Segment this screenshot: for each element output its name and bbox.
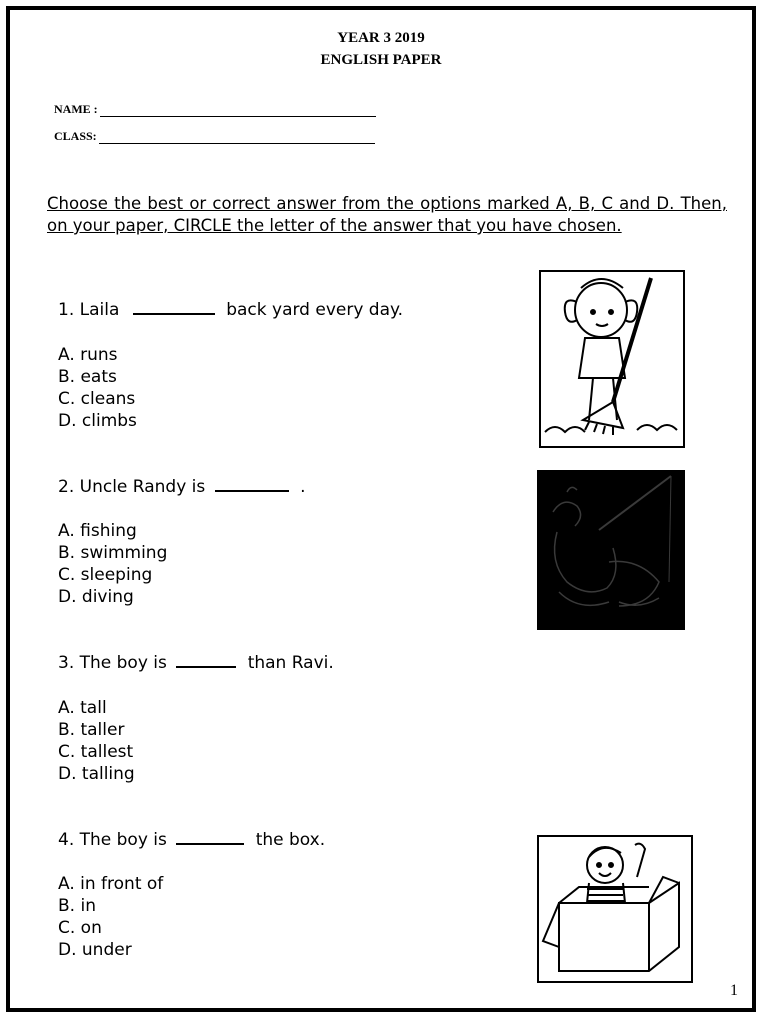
question-4-options	[58, 873, 163, 961]
question-1-text-before: 1. Laila	[58, 300, 120, 320]
question-2-option-d: D. diving	[58, 587, 134, 607]
question-1-option-a: A. runs	[58, 345, 118, 365]
girl-head-icon	[575, 283, 627, 337]
page-number: 1	[730, 982, 738, 999]
question-4-option-a: A. in front of	[58, 874, 164, 894]
name-field	[54, 102, 376, 117]
girl-dress-icon	[579, 338, 625, 378]
man-head-icon	[553, 502, 581, 526]
question-1	[58, 299, 403, 320]
question-1-options	[58, 344, 137, 432]
class-answer-line	[99, 133, 375, 144]
question-2-options	[58, 520, 167, 608]
name-answer-line	[100, 106, 376, 117]
question-2-blank	[215, 476, 289, 492]
fishing-rod-icon	[599, 476, 671, 530]
boy-waving-hand-icon	[635, 844, 645, 877]
question-4-option-d: D. under	[58, 940, 132, 960]
question-3-text-after: than Ravi.	[247, 653, 334, 673]
question-4-text-after: the box.	[255, 830, 326, 850]
question-3-option-a: A. tall	[58, 698, 107, 718]
girl-raking-leaves-illustration	[539, 270, 685, 448]
question-1-option-c: C. cleans	[58, 389, 136, 409]
boy-in-box-illustration	[537, 835, 693, 983]
question-3-option-d: D. talling	[58, 764, 135, 784]
instructions-text: Choose the best or correct answer from the options marked A, B, C and D. Then, on your paper, CIRCLE the letter of the answer that you have chosen.	[47, 194, 727, 235]
class-label: CLASS:	[54, 129, 97, 143]
question-1-option-d: D. climbs	[58, 411, 137, 431]
fishing-line-icon	[669, 476, 671, 582]
paper-title-subject: ENGLISH PAPER	[320, 52, 442, 68]
question-3-option-b: B. taller	[58, 720, 125, 740]
question-2-option-a: A. fishing	[58, 521, 137, 541]
boy-in-box-illustration-svg	[539, 837, 691, 981]
box-icon	[559, 883, 679, 971]
name-label: NAME :	[54, 102, 98, 116]
question-2-option-b: B. swimming	[58, 543, 168, 563]
question-1-blank	[133, 299, 215, 315]
question-4-blank	[176, 829, 244, 845]
question-2	[58, 476, 305, 497]
question-4-option-b: B. in	[58, 896, 96, 916]
man-fishing-illustration-dark	[537, 470, 685, 630]
question-3-option-c: C. tallest	[58, 742, 134, 762]
paper-title-year: YEAR 3 2019	[337, 30, 425, 46]
question-1-text-after: back yard every day.	[226, 300, 404, 320]
girl-raking-illustration-svg	[541, 272, 683, 446]
class-field	[54, 129, 375, 144]
question-2-text-before: 2. Uncle Randy is	[58, 477, 206, 497]
question-4-text-before: 4. The boy is	[58, 830, 167, 850]
question-2-option-c: C. sleeping	[58, 565, 153, 585]
question-3-blank	[176, 652, 236, 668]
question-2-text-after: .	[300, 477, 306, 497]
man-fishing-illustration-svg	[539, 472, 683, 628]
worksheet-page	[6, 6, 756, 1012]
question-3-options	[58, 697, 135, 785]
question-4	[58, 829, 325, 850]
boy-striped-shirt-icon	[587, 889, 625, 901]
question-1-option-b: B. eats	[58, 367, 117, 387]
question-4-option-c: C. on	[58, 918, 102, 938]
question-3	[58, 652, 334, 673]
question-3-text-before: 3. The boy is	[58, 653, 167, 673]
